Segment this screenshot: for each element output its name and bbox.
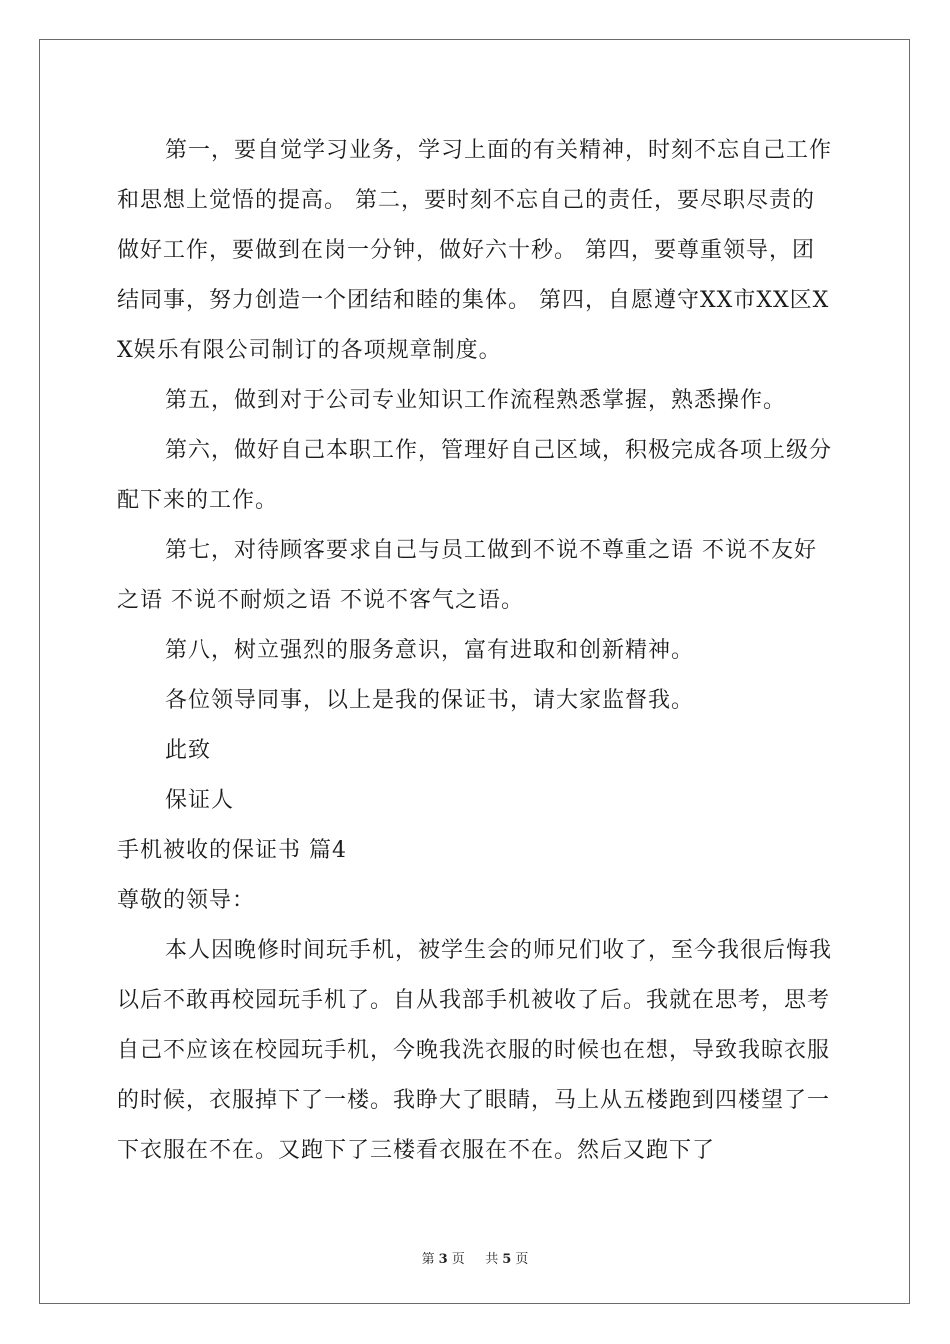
section-title: 手机被收的保证书 篇4 bbox=[117, 838, 347, 863]
body-paragraph: 本人因晚修时间玩手机，被学生会的师兄们收了，至今我很后悔我以后不敢再校园玩手机了。自从我部手机被收了后。我就在思考，思考自己不应该在校园玩手机，今晚我洗衣服的时候也在想，导致我晾衣服的时候，衣服掉下了一楼。我睁大了眼睛，马上从五楼跑到四楼望了一下衣服在不在。又跑下了三楼看衣服在不在。然后又跑下了 bbox=[117, 938, 833, 1163]
paragraph-6: 各位领导同事，以上是我的保证书，请大家监督我。 bbox=[165, 688, 695, 713]
paragraph-1: 第一，要自觉学习业务，学习上面的有关精神，时刻不忘自己工作和思想上觉悟的提高。 第二，要时刻不忘自己的责任，要尽职尽责的做好工作，要做到在岗一分钟，做好六十秒。 第四，要尊重领导，团结同事，努力创造一个团结和睦的集体。 第四，自愿遵守XX市XX区XX娱乐有限公司制订的各项规章制度。 bbox=[117, 138, 833, 363]
paragraph-2: 第五，做到对于公司专业知识工作流程熟悉掌握，熟悉操作。 bbox=[165, 388, 787, 413]
document-body bbox=[117, 126, 833, 1176]
salutation: 尊敬的领导： bbox=[117, 888, 256, 913]
footer-page-suffix: 页 bbox=[451, 1252, 465, 1267]
signer-label: 保证人 bbox=[165, 788, 235, 813]
footer-current-page: 3 bbox=[438, 1252, 448, 1267]
footer-total-suffix: 页 bbox=[515, 1252, 529, 1267]
paragraph-4: 第七，对待顾客要求自己与员工做到不说不尊重之语 不说不友好之语 不说不耐烦之语 不说不客气之语。 bbox=[117, 538, 817, 613]
footer-total-prefix: 共 bbox=[485, 1252, 499, 1267]
paragraph-3: 第六，做好自己本职工作，管理好自己区域，积极完成各项上级分配下来的工作。 bbox=[117, 438, 833, 513]
paragraph-5: 第八，树立强烈的服务意识，富有进取和创新精神。 bbox=[165, 638, 695, 663]
footer-page-prefix: 第 bbox=[421, 1252, 435, 1267]
page-footer bbox=[0, 1248, 950, 1267]
closing-line: 此致 bbox=[165, 738, 212, 763]
footer-total-pages: 5 bbox=[502, 1252, 512, 1267]
